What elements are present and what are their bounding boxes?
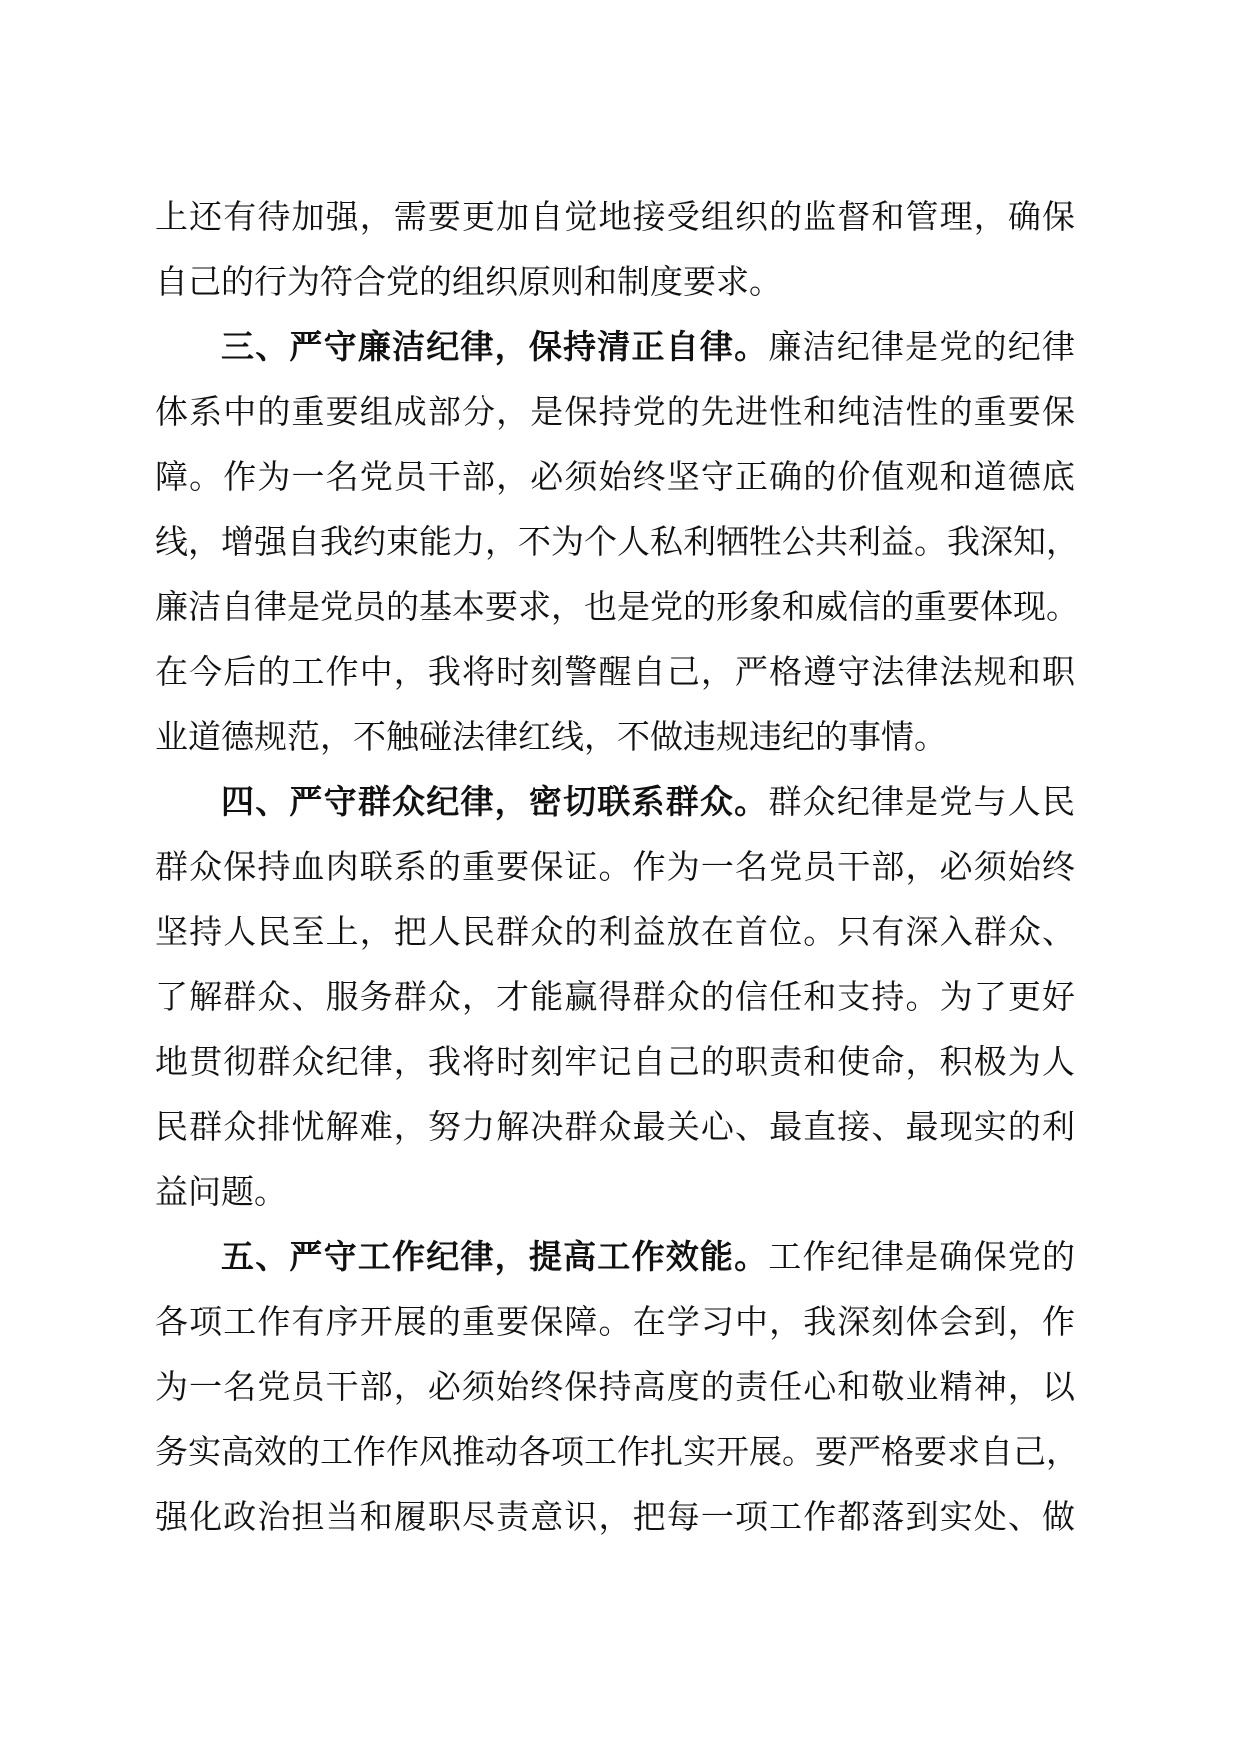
text-line: 在今后的工作中，我将时刻警醒自己，严格遵守法律法规和职: [155, 652, 1075, 691]
section-heading: 三、严守廉洁纪律，保持清正自律。: [221, 327, 769, 366]
text-line: 上还有待加强，需要更加自觉地接受组织的监督和管理，确保: [155, 197, 1075, 236]
text-line: 坚持人民至上，把人民群众的利益放在首位。只有深入群众、: [155, 912, 1075, 951]
paragraph-work-discipline: [155, 1224, 1079, 1549]
text-line: [155, 769, 1075, 834]
text-line: 益问题。: [155, 1172, 287, 1211]
text-line: [155, 1224, 1075, 1289]
text-run: 廉洁纪律是党的纪律: [768, 327, 1076, 366]
section-heading: 四、严守群众纪律，密切联系群众。: [221, 782, 769, 821]
text-run: 工作纪律是确保党的: [768, 1237, 1076, 1276]
section-heading: 五、严守工作纪律，提高工作效能。: [221, 1237, 769, 1276]
text-line: 体系中的重要组成部分，是保持党的先进性和纯洁性的重要保: [155, 392, 1075, 431]
text-line: 业道德规范，不触碰法律红线，不做违规违纪的事情。: [155, 717, 947, 756]
paragraph-organization-continuation: [155, 184, 1075, 314]
text-line: 强化政治担当和履职尽责意识，把每一项工作都落到实处、做: [155, 1497, 1075, 1536]
text-line: [155, 314, 1075, 379]
document-body: [155, 184, 1079, 1549]
text-line: 群众保持血肉联系的重要保证。作为一名党员干部，必须始终: [155, 847, 1075, 886]
text-line: 线，增强自我约束能力，不为个人私利牺牲公共利益。我深知，: [155, 522, 1079, 561]
text-line: 了解群众、服务群众，才能赢得群众的信任和支持。为了更好: [155, 977, 1075, 1016]
text-run: 群众纪律是党与人民: [768, 782, 1076, 821]
text-line: 务实高效的工作作风推动各项工作扎实开展。要严格要求自己，: [155, 1432, 1079, 1471]
text-line: 地贯彻群众纪律，我将时刻牢记自己的职责和使命，积极为人: [155, 1042, 1075, 1081]
paragraph-integrity-discipline: [155, 314, 1079, 769]
text-line: 障。作为一名党员干部，必须始终坚守正确的价值观和道德底: [155, 457, 1075, 496]
text-line: 为一名党员干部，必须始终保持高度的责任心和敬业精神，以: [155, 1367, 1075, 1406]
paragraph-mass-discipline: [155, 769, 1075, 1224]
text-line: 廉洁自律是党员的基本要求，也是党的形象和威信的重要体现。: [155, 587, 1079, 626]
text-line: 自己的行为符合党的组织原则和制度要求。: [155, 262, 782, 301]
text-line: 民群众排忧解难，努力解决群众最关心、最直接、最现实的利: [155, 1107, 1075, 1146]
text-line: 各项工作有序开展的重要保障。在学习中，我深刻体会到，作: [155, 1302, 1075, 1341]
